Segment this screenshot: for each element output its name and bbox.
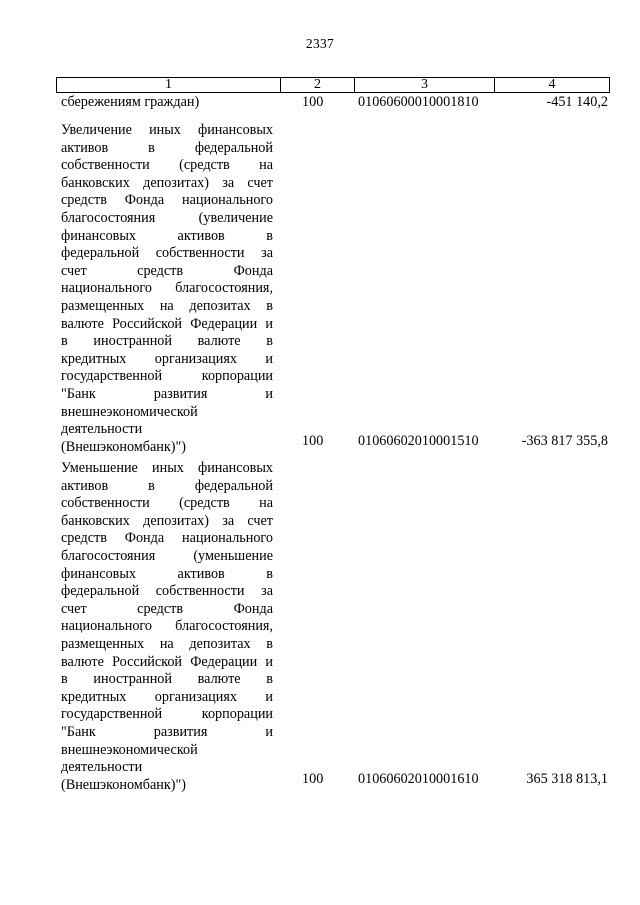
row-description-line: внешнеэкономической — [61, 741, 198, 758]
row-description-line: валюте Российской Федерации и — [61, 315, 273, 332]
row-description-line: собственности (средств на — [61, 157, 273, 174]
row-description-line: кредитных организациях и — [61, 688, 273, 705]
row-description-line: активов в федеральной — [61, 477, 273, 494]
row-kbk-code: 01060602010001510 — [358, 433, 479, 449]
row-description-line: средств Фонда национального — [61, 192, 273, 209]
row-description-line: активов в федеральной — [61, 139, 273, 156]
column-header-3: 3 — [355, 78, 495, 92]
row-description-line: "Банк развития и — [61, 385, 273, 402]
row-description-line: деятельности — [61, 421, 143, 438]
row-description-line: счет средств Фонда — [61, 262, 273, 279]
row-amount: -363 817 355,8 — [521, 433, 608, 449]
row-description-line: средств Фонда национального — [61, 530, 273, 547]
row-description-line: благосостояния (увеличение — [61, 209, 273, 226]
row-description-line: национального благосостояния, — [61, 618, 273, 635]
column-header-4: 4 — [548, 77, 556, 92]
row-description — [61, 94, 273, 112]
row-description-line: банковских депозитах) за счет — [61, 174, 273, 191]
row-description-line: финансовых активов в — [61, 565, 273, 582]
column-header-1: 1 — [57, 78, 281, 92]
row-description-line: (Внешэкономбанк)") — [61, 776, 186, 793]
row-description-line: в иностранной валюте в — [61, 333, 273, 350]
row-code: 100 — [302, 433, 324, 449]
row-kbk-code: 01060602010001610 — [358, 771, 479, 787]
row-description-line: сбережениям граждан) — [61, 94, 200, 110]
row-code: 100 — [302, 94, 324, 110]
row-description-line: (Внешэкономбанк)") — [61, 438, 186, 455]
row-amount: 365 318 813,1 — [526, 771, 608, 787]
row-description-line: размещенных на депозитах в — [61, 297, 273, 314]
row-description-line: федеральной собственности за — [61, 583, 273, 600]
row-description-line: Уменьшение иных финансовых — [61, 460, 273, 476]
row-description-line: Увеличение иных финансовых — [61, 122, 273, 138]
row-amount: -451 140,2 — [546, 94, 608, 110]
row-description-line: счет средств Фонда — [61, 600, 273, 617]
row-description-line: финансовых активов в — [61, 227, 273, 244]
row-description-line: "Банк развития и — [61, 723, 273, 740]
page-number: 2337 — [305, 36, 335, 51]
row-description-line: благосостояния (уменьшение — [61, 547, 273, 564]
row-description-line: федеральной собственности за — [61, 245, 273, 262]
row-description-line: внешнеэкономической — [61, 403, 198, 420]
row-description-line: деятельности — [61, 759, 143, 776]
row-description-line: собственности (средств на — [61, 495, 273, 512]
row-kbk-code: 01060600010001810 — [358, 94, 479, 110]
row-description-line: кредитных организациях и — [61, 350, 273, 367]
column-header-row — [56, 77, 610, 93]
row-description-line: банковских депозитах) за счет — [61, 512, 273, 529]
row-description-line: размещенных на депозитах в — [61, 635, 273, 652]
row-description-line: государственной корпорации — [61, 368, 273, 385]
row-description-line: валюте Российской Федерации и — [61, 653, 273, 670]
row-code: 100 — [302, 771, 324, 787]
row-description — [61, 122, 273, 456]
row-description-line: в иностранной валюте в — [61, 671, 273, 688]
column-header-2: 2 — [281, 78, 355, 92]
row-description-line: государственной корпорации — [61, 706, 273, 723]
row-description — [61, 460, 273, 794]
row-description-line: национального благосостояния, — [61, 280, 273, 297]
